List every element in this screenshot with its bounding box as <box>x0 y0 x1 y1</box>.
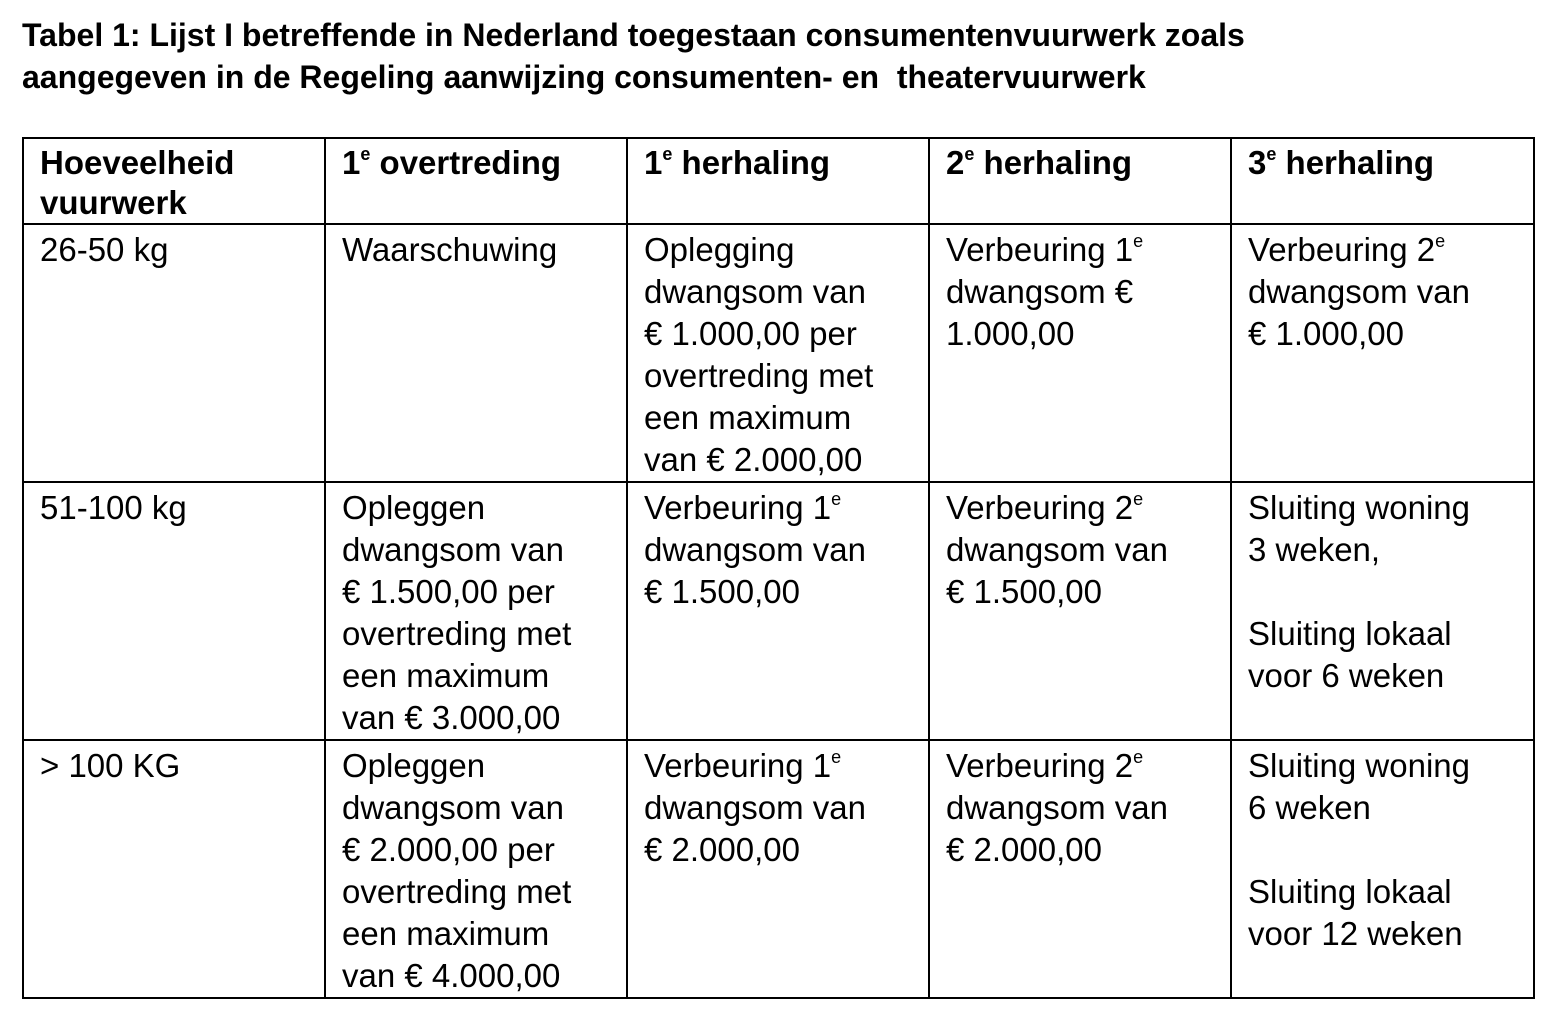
cell-amount: 26-50 kg <box>23 224 325 482</box>
caption-line-1: Tabel 1: Lijst I betreffende in Nederland toegestaan consumentenvuurwerk zoals <box>22 17 1245 53</box>
cell-third-repeat: Sluiting woning 6 weken Sluiting lokaal voor 12 weken <box>1231 740 1534 998</box>
cell-first-repeat: Oplegging dwangsom van € 1.000,00 per overtreding met een maximum van € 2.000,00 <box>627 224 929 482</box>
table-row <box>23 482 1534 740</box>
cell-amount: 51-100 kg <box>23 482 325 740</box>
cell-second-repeat: Verbeuring 1e dwangsom € 1.000,00 <box>929 224 1231 482</box>
table-row <box>23 740 1534 998</box>
cell-first-violation: Opleggen dwangsom van € 1.500,00 per overtreding met een maximum van € 3.000,00 <box>325 482 627 740</box>
cell-second-repeat: Verbeuring 2e dwangsom van € 2.000,00 <box>929 740 1231 998</box>
cell-first-repeat: Verbeuring 1e dwangsom van € 2.000,00 <box>627 740 929 998</box>
cell-amount: > 100 KG <box>23 740 325 998</box>
cell-first-repeat: Verbeuring 1e dwangsom van € 1.500,00 <box>627 482 929 740</box>
table-header-row <box>23 138 1534 224</box>
cell-second-repeat: Verbeuring 2e dwangsom van € 1.500,00 <box>929 482 1231 740</box>
fireworks-sanctions-table <box>22 137 1535 999</box>
caption-line-2: aangegeven in de Regeling aanwijzing consumenten- en theatervuurwerk <box>22 59 1146 95</box>
table-caption <box>22 14 1532 98</box>
cell-first-violation: Waarschuwing <box>325 224 627 482</box>
header-amount: Hoeveelheid vuurwerk <box>23 138 325 224</box>
cell-first-violation: Opleggen dwangsom van € 2.000,00 per overtreding met een maximum van € 4.000,00 <box>325 740 627 998</box>
header-first-repeat: 1e herhaling <box>627 138 929 224</box>
cell-third-repeat: Verbeuring 2e dwangsom van € 1.000,00 <box>1231 224 1534 482</box>
header-third-repeat: 3e herhaling <box>1231 138 1534 224</box>
header-first-violation: 1e overtreding <box>325 138 627 224</box>
table-row <box>23 224 1534 482</box>
cell-third-repeat: Sluiting woning 3 weken, Sluiting lokaal voor 6 weken <box>1231 482 1534 740</box>
header-second-repeat: 2e herhaling <box>929 138 1231 224</box>
